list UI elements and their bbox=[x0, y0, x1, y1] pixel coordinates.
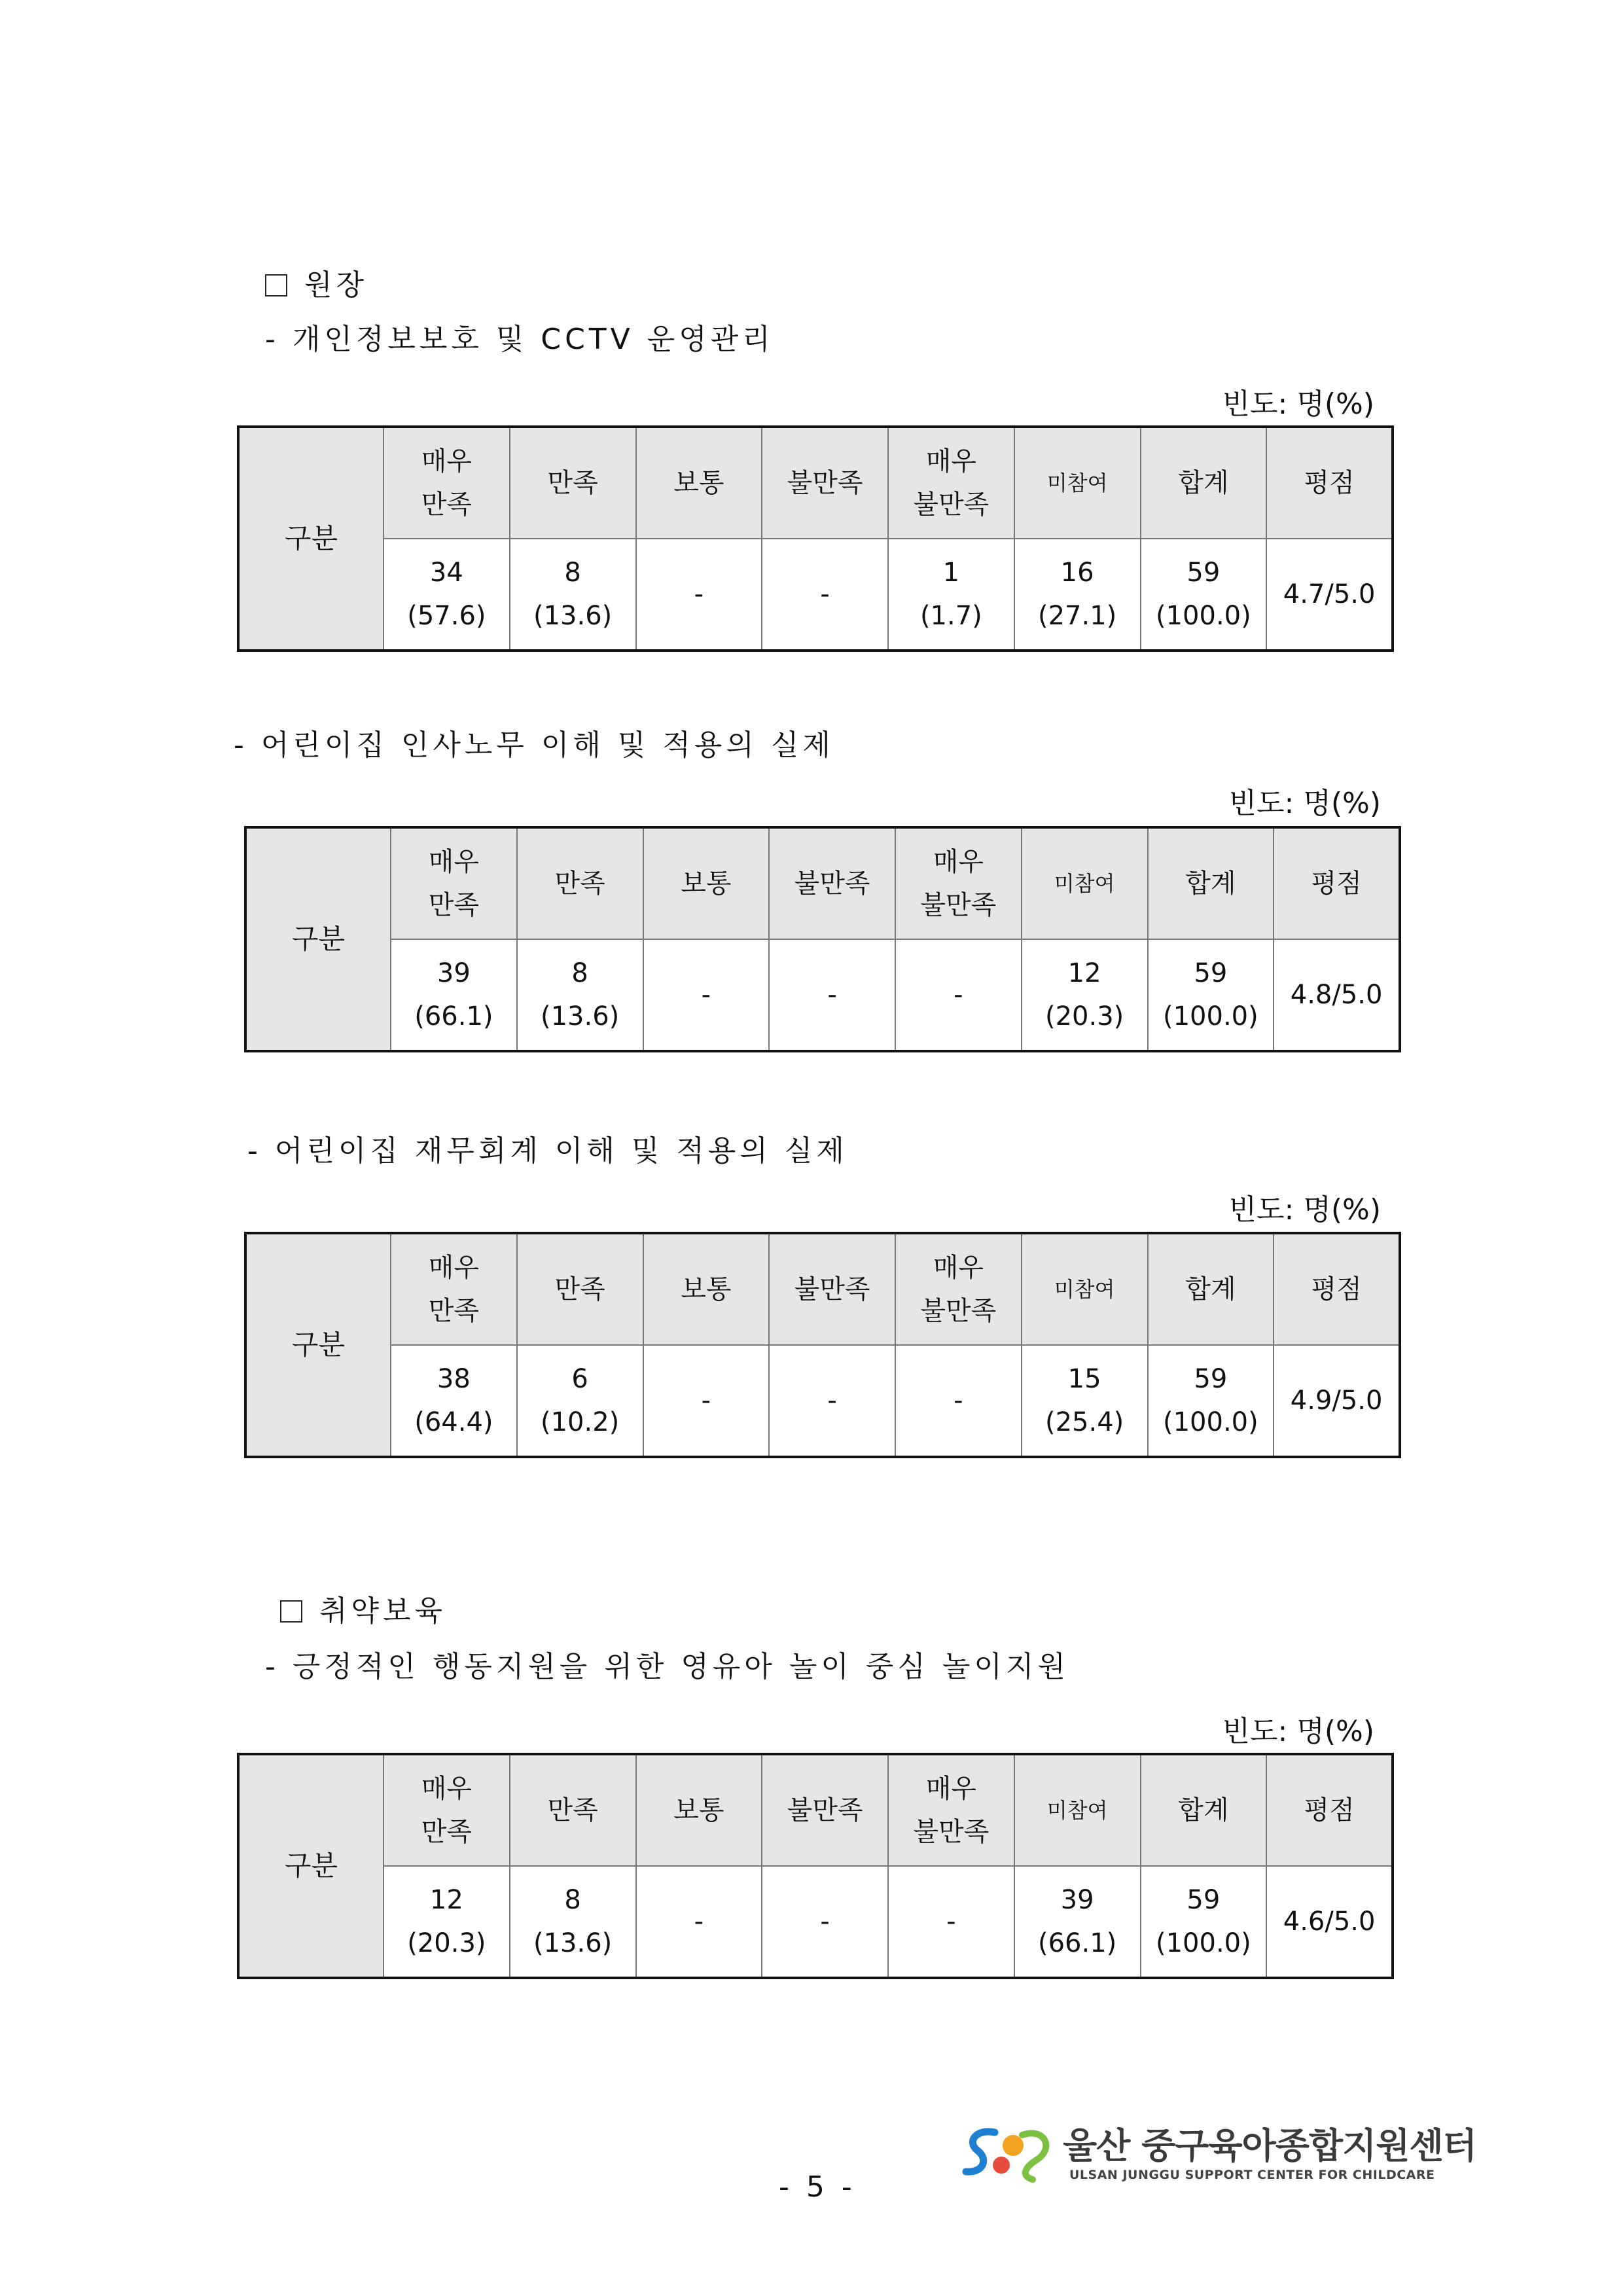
header-very-satisfied: 매우 만족 bbox=[391, 1233, 517, 1345]
cell-satisfied: 8 (13.6) bbox=[510, 1866, 636, 1978]
cell-rating: 4.9/5.0 bbox=[1274, 1345, 1400, 1457]
heading-text: 원장 bbox=[304, 268, 368, 302]
header-not-participated: 미참여 bbox=[1022, 827, 1148, 939]
section-subheading: - 개인정보보호 및 CCTV 운영관리 bbox=[265, 323, 774, 356]
cell-dissatisfied: - bbox=[769, 939, 895, 1051]
row-label: 구분 bbox=[238, 1754, 383, 1978]
cell-dissatisfied: - bbox=[769, 1345, 895, 1457]
header-rating: 평점 bbox=[1274, 827, 1400, 939]
section-subheading: - 어린이집 재무회계 이해 및 적용의 실제 bbox=[247, 1134, 848, 1168]
cell-very-dissatisfied: - bbox=[895, 1345, 1022, 1457]
heading-text: 취약보육 bbox=[319, 1594, 447, 1628]
header-dissatisfied: 불만족 bbox=[769, 1233, 895, 1345]
header-satisfied: 만족 bbox=[517, 1233, 643, 1345]
header-very-satisfied: 매우 만족 bbox=[383, 427, 510, 539]
header-total: 합계 bbox=[1141, 1754, 1267, 1866]
header-satisfied: 만족 bbox=[517, 827, 643, 939]
cell-very-satisfied: 12 (20.3) bbox=[383, 1866, 510, 1978]
cell-rating: 4.6/5.0 bbox=[1266, 1866, 1393, 1978]
header-satisfied: 만족 bbox=[510, 427, 636, 539]
cell-dissatisfied: - bbox=[762, 539, 888, 651]
header-rating: 평점 bbox=[1266, 427, 1393, 539]
cell-very-dissatisfied: - bbox=[888, 1866, 1014, 1978]
header-satisfied: 만족 bbox=[510, 1754, 636, 1866]
section-subheading: - 어린이집 인사노무 이해 및 적용의 실제 bbox=[234, 728, 834, 762]
cell-dissatisfied: - bbox=[762, 1866, 888, 1978]
unit-label: 빈도: 명(%) bbox=[1228, 1193, 1381, 1227]
header-not-participated: 미참여 bbox=[1022, 1233, 1148, 1345]
header-neutral: 보통 bbox=[643, 827, 770, 939]
cell-neutral: - bbox=[636, 1866, 762, 1978]
cell-not-participated: 15 (25.4) bbox=[1022, 1345, 1148, 1457]
cell-very-satisfied: 39 (66.1) bbox=[391, 939, 517, 1051]
cell-very-dissatisfied: 1 (1.7) bbox=[888, 539, 1014, 651]
header-neutral: 보통 bbox=[636, 427, 762, 539]
header-very-dissatisfied: 매우 불만족 bbox=[888, 427, 1014, 539]
header-neutral: 보통 bbox=[643, 1233, 770, 1345]
row-label: 구분 bbox=[245, 1233, 391, 1457]
unit-label: 빈도: 명(%) bbox=[1228, 787, 1381, 820]
cell-total: 59 (100.0) bbox=[1141, 1866, 1267, 1978]
logo-name-english: ULSAN JUNGGU SUPPORT CENTER FOR CHILDCARE bbox=[1069, 2168, 1435, 2182]
header-very-satisfied: 매우 만족 bbox=[383, 1754, 510, 1866]
cell-very-satisfied: 38 (64.4) bbox=[391, 1345, 517, 1457]
header-total: 합계 bbox=[1141, 427, 1267, 539]
header-neutral: 보통 bbox=[636, 1754, 762, 1866]
cell-not-participated: 39 (66.1) bbox=[1014, 1866, 1141, 1978]
unit-label: 빈도: 명(%) bbox=[1222, 387, 1374, 421]
satisfaction-table bbox=[244, 1232, 1401, 1458]
logo-mark-icon bbox=[957, 2119, 1061, 2185]
center-logo bbox=[957, 2119, 1476, 2185]
satisfaction-table bbox=[237, 425, 1394, 652]
cell-satisfied: 8 (13.6) bbox=[517, 939, 643, 1051]
section-heading-vulnerable-care bbox=[280, 1594, 447, 1628]
header-not-participated: 미참여 bbox=[1014, 1754, 1141, 1866]
checkbox-square-icon bbox=[280, 1600, 302, 1623]
section-subheading: - 긍정적인 행동지원을 위한 영유아 놀이 중심 놀이지원 bbox=[265, 1650, 1069, 1683]
cell-total: 59 (100.0) bbox=[1148, 939, 1274, 1051]
cell-not-participated: 16 (27.1) bbox=[1014, 539, 1141, 651]
cell-rating: 4.7/5.0 bbox=[1266, 539, 1393, 651]
cell-very-satisfied: 34 (57.6) bbox=[383, 539, 510, 651]
header-not-participated: 미참여 bbox=[1014, 427, 1141, 539]
cell-total: 59 (100.0) bbox=[1148, 1345, 1274, 1457]
unit-label: 빈도: 명(%) bbox=[1222, 1715, 1374, 1748]
cell-neutral: - bbox=[643, 939, 770, 1051]
header-dissatisfied: 불만족 bbox=[762, 427, 888, 539]
header-total: 합계 bbox=[1148, 827, 1274, 939]
header-very-dissatisfied: 매우 불만족 bbox=[895, 1233, 1022, 1345]
cell-rating: 4.8/5.0 bbox=[1274, 939, 1400, 1051]
section-heading-director bbox=[265, 268, 368, 302]
header-very-dissatisfied: 매우 불만족 bbox=[888, 1754, 1014, 1866]
checkbox-square-icon bbox=[265, 274, 287, 296]
satisfaction-table bbox=[237, 1753, 1394, 1979]
header-rating: 평점 bbox=[1274, 1233, 1400, 1345]
page-number: - 5 - bbox=[779, 2170, 856, 2204]
cell-not-participated: 12 (20.3) bbox=[1022, 939, 1148, 1051]
cell-satisfied: 6 (10.2) bbox=[517, 1345, 643, 1457]
row-label: 구분 bbox=[245, 827, 391, 1051]
header-dissatisfied: 불만족 bbox=[769, 827, 895, 939]
cell-neutral: - bbox=[636, 539, 762, 651]
cell-satisfied: 8 (13.6) bbox=[510, 539, 636, 651]
header-rating: 평점 bbox=[1266, 1754, 1393, 1866]
cell-neutral: - bbox=[643, 1345, 770, 1457]
header-very-dissatisfied: 매우 불만족 bbox=[895, 827, 1022, 939]
header-dissatisfied: 불만족 bbox=[762, 1754, 888, 1866]
header-very-satisfied: 매우 만족 bbox=[391, 827, 517, 939]
cell-total: 59 (100.0) bbox=[1141, 539, 1267, 651]
cell-very-dissatisfied: - bbox=[895, 939, 1022, 1051]
satisfaction-table bbox=[244, 826, 1401, 1052]
header-total: 합계 bbox=[1148, 1233, 1274, 1345]
row-label: 구분 bbox=[238, 427, 383, 651]
logo-name-korean: 울산 중구육아종합지원센터 bbox=[1063, 2125, 1476, 2166]
